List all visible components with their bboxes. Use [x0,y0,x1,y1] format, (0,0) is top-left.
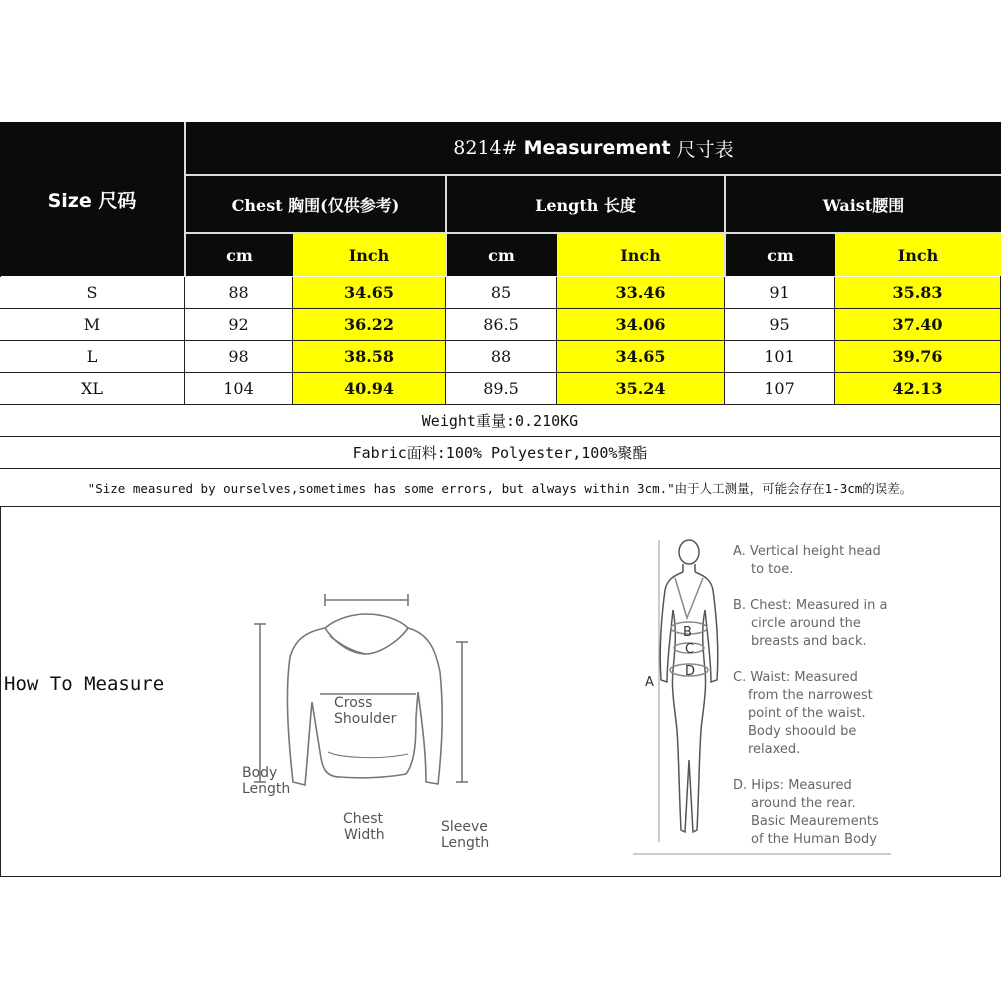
instruction-line: Body shoould be [748,724,857,739]
length-cm-cell: 85 [446,277,557,309]
chest-inch-cell: 34.65 [293,277,446,309]
group-length: Length 长度 [447,176,724,232]
group-chest: Chest 胸围(仅供参考) [186,176,445,232]
waist-inch-cell: 35.83 [835,277,1001,309]
shirt-label-body-2: Length [242,781,291,797]
waist-cm-cell: 107 [725,373,835,405]
table-title [186,122,1001,174]
length-inch-cell: 33.46 [557,277,725,309]
unit-chest-cm: cm [186,234,293,276]
instruction-line: relaxed. [748,742,801,757]
unit-chest-inch: Inch [293,234,445,276]
instruction-line: of the Human Body [751,832,877,847]
waist-cm-cell: 91 [725,277,835,309]
header-divider [184,122,186,276]
how-to-measure-label: How To Measure [4,673,165,695]
group-waist: Waist腰围 [726,176,1001,232]
fabric-row: Fabric面料:100% Polyester,100%聚酯 [0,437,1001,469]
marker-d: D [685,664,696,679]
shirt-label-chest-1: Chest [343,811,384,827]
unit-waist-cm: cm [726,234,835,276]
length-inch-cell: 34.06 [557,309,725,341]
title-main: Measurement [523,137,671,159]
waist-cm-cell: 95 [725,309,835,341]
marker-c: C [685,642,695,657]
waist-inch-cell: 42.13 [835,373,1001,405]
header-divider [724,176,726,276]
unit-length-cm: cm [447,234,556,276]
length-cm-cell: 89.5 [446,373,557,405]
weight-row: Weight重量:0.210KG [0,405,1001,437]
instruction-line: A. Vertical height head [733,544,881,559]
instruction-line: point of the waist. [748,706,866,721]
header-divider [445,176,447,276]
header-divider [186,232,1001,234]
size-cell: S [0,277,185,309]
instruction-b [733,597,993,651]
instruction-c [733,669,993,759]
body-figure-diagram [625,530,745,856]
chest-cm-cell: 104 [185,373,293,405]
chest-cm-cell: 92 [185,309,293,341]
chest-inch-cell: 38.58 [293,341,446,373]
waist-cm-cell: 101 [725,341,835,373]
measurement-note: "Size measured by ourselves,sometimes has some errors, but always within 3cm."由于人工测量，可能会存在1-3cm的误差。 [0,469,1001,507]
shirt-label-chest-2: Width [344,827,385,843]
title-prefix: 8214# [453,137,518,159]
chest-inch-cell: 40.94 [293,373,446,405]
chest-cm-cell: 88 [185,277,293,309]
shirt-diagram [230,562,500,851]
size-cell: M [0,309,185,341]
size-cell: XL [0,373,185,405]
shirt-label-body-1: Body [242,765,278,781]
length-inch-cell: 34.65 [557,341,725,373]
waist-inch-cell: 39.76 [835,341,1001,373]
shirt-label-sleeve-1: Sleeve [441,819,488,835]
shirt-label-cross-2: Shoulder [334,711,397,727]
length-cm-cell: 86.5 [446,309,557,341]
instruction-line: from the narrowest [748,688,873,703]
measure-instructions [733,543,993,849]
length-cm-cell: 88 [446,341,557,373]
length-inch-cell: 35.24 [557,373,725,405]
size-header: Size 尺码 [0,122,184,276]
unit-waist-inch: Inch [835,234,1001,276]
instruction-line: breasts and back. [751,634,867,649]
unit-length-inch: Inch [557,234,724,276]
waist-inch-cell: 37.40 [835,309,1001,341]
instruction-line: B. Chest: Measured in a [733,598,888,613]
shirt-label-sleeve-2: Length [441,835,490,851]
instruction-line: D. Hips: Measured [733,778,852,793]
chest-inch-cell: 36.22 [293,309,446,341]
instruction-a [733,543,993,579]
shirt-label-cross-1: Cross [334,695,373,711]
instruction-line: to toe. [751,562,794,577]
chest-cm-cell: 98 [185,341,293,373]
size-cell: L [0,341,185,373]
instruction-line: Basic Meaurements [751,814,879,829]
marker-a: A [645,675,654,690]
title-suffix: 尺寸表 [676,138,734,161]
instruction-line: circle around the [751,616,861,631]
instruction-line: C. Waist: Measured [733,670,858,685]
marker-b: B [683,625,692,640]
size-chart [0,122,1001,877]
instruction-d [733,777,993,849]
instruction-line: around the rear. [751,796,856,811]
header-divider [186,174,1001,176]
